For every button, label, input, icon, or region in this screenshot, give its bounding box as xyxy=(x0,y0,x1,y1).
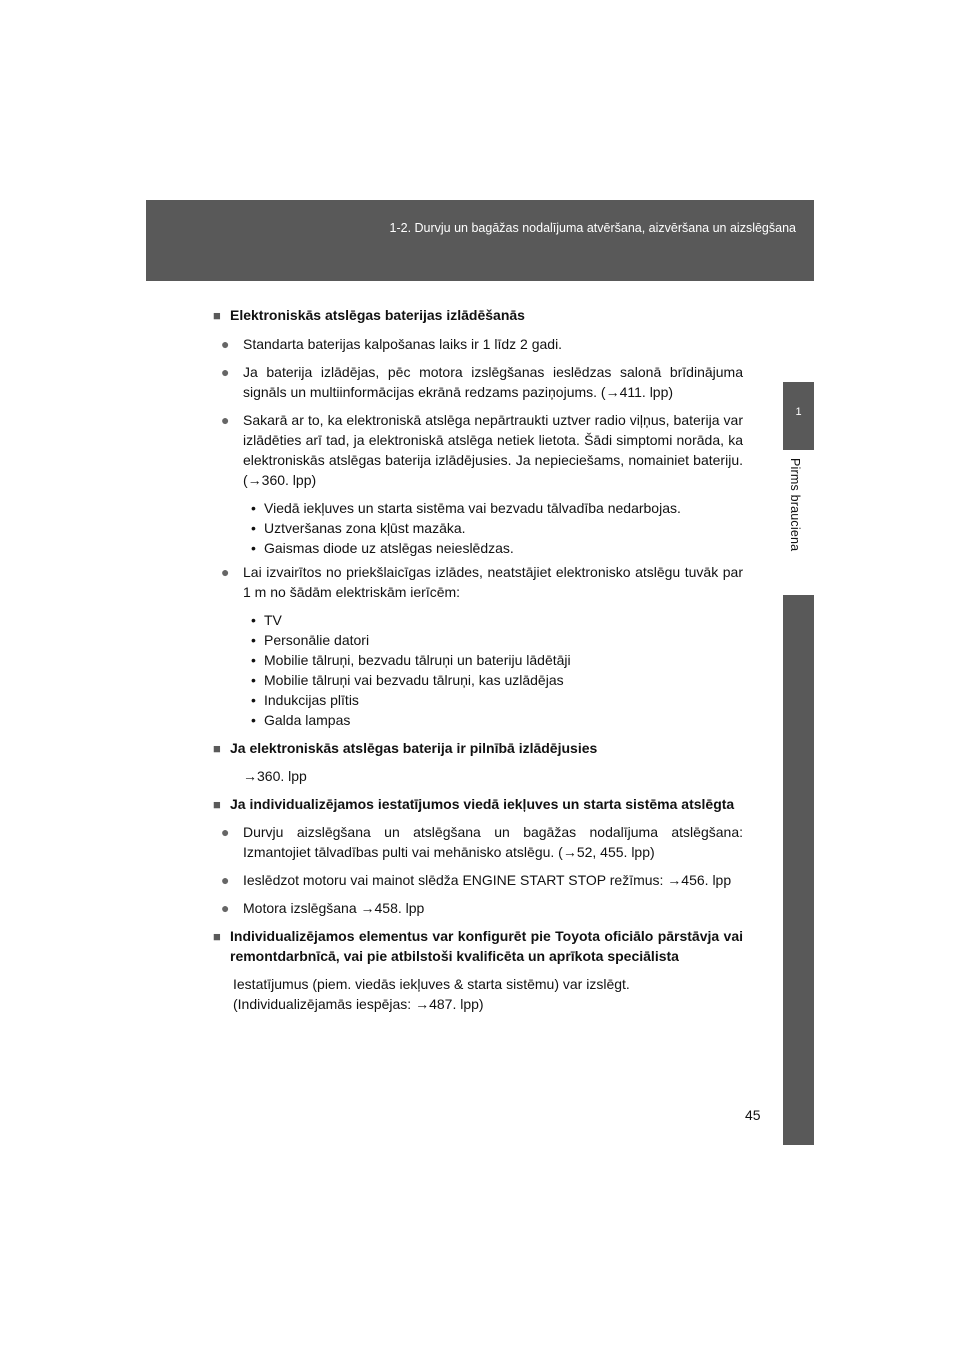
dot-bullet-icon: • xyxy=(251,692,256,708)
bullet-item xyxy=(213,898,743,918)
dot-bullet-icon: • xyxy=(251,500,256,516)
dot-bullet-icon: • xyxy=(251,540,256,556)
sub-list-item xyxy=(213,498,743,518)
sub-item-text: Mobilie tālruņi vai bezvadu tālruņi, kas uzlādējas xyxy=(264,672,564,688)
section-header-title: 1-2. Durvju un bagāžas nodalījuma atvēršana, aizvēršana un aizslēgšana xyxy=(389,221,796,235)
bullet-item xyxy=(213,410,743,490)
chapter-title: Pirms brauciena xyxy=(788,458,802,552)
bullet-item xyxy=(213,870,743,890)
circle-bullet-icon: ● xyxy=(221,824,230,840)
section-title: Individualizējamos elementus var konfigurēt pie Toyota oficiālo pārstāvja vai remontdarbnīcā, vai pie atbilstoši kvalificēta un aprīkota speciālista xyxy=(230,928,743,964)
bullet-item xyxy=(213,362,743,402)
bullet-text: Ja baterija izlādējas, pēc motora izslēgšanas ieslēdzas salonā brīdinājuma signāls un multiinformācijas ekrānā redzams paziņojums. (→411. lpp) xyxy=(243,364,743,400)
circle-bullet-icon: ● xyxy=(221,900,230,916)
sub-list-item xyxy=(213,710,743,730)
dot-bullet-icon: • xyxy=(251,712,256,728)
sub-item-text: Uztveršanas zona kļūst mazāka. xyxy=(264,520,466,536)
dot-bullet-icon: • xyxy=(251,520,256,536)
section-title: Ja individualizējamos iestatījumos viedā iekļuves un starta sistēma atslēgta xyxy=(230,796,735,812)
circle-bullet-icon: ● xyxy=(221,412,230,428)
bullet-text: Sakarā ar to, ka elektroniskā atslēga nepārtraukti uztver radio viļņus, baterija var izlādēties arī tad, ja elektroniskā atslēga netiek lietota. Šādi simptomi norāda, ka elektroniskās atslēgas baterija izlādējusies. Ja nepieciešams, nomainiet bateriju. (→360. lpp) xyxy=(243,412,743,488)
circle-bullet-icon: ● xyxy=(221,564,230,580)
bullet-text: Motora izslēgšana →458. lpp xyxy=(243,900,425,916)
dot-bullet-icon: • xyxy=(251,632,256,648)
bullet-text: Standarta baterijas kalpošanas laiks ir 1 līdz 2 gadi. xyxy=(243,336,563,352)
sub-list-item xyxy=(213,690,743,710)
circle-bullet-icon: ● xyxy=(221,336,230,352)
section-battery-discharge xyxy=(213,305,743,325)
page-content xyxy=(213,305,743,1014)
chapter-tab-bar xyxy=(783,595,814,1145)
section-customization xyxy=(213,926,743,966)
sub-item-text: Viedā iekļuves un starta sistēma vai bezvadu tālvadība nedarbojas. xyxy=(264,500,681,516)
dot-bullet-icon: • xyxy=(251,652,256,668)
circle-bullet-icon: ● xyxy=(221,872,230,888)
sub-item-text: Indukcijas plītis xyxy=(264,692,359,708)
section-header-band xyxy=(146,200,814,281)
bullet-item xyxy=(213,562,743,602)
chapter-tab-number xyxy=(783,382,814,450)
chapter-tab-label xyxy=(783,450,814,595)
dot-bullet-icon: • xyxy=(251,672,256,688)
square-bullet-icon: ■ xyxy=(213,741,221,756)
sub-item-text: Mobilie tālruņi, bezvadu tālruņi un bateriju lādētāji xyxy=(264,652,571,668)
sub-item-text: Galda lampas xyxy=(264,712,351,728)
reference-text: →360. lpp xyxy=(243,768,307,784)
sub-item-text: Personālie datori xyxy=(264,632,370,648)
sub-list-item xyxy=(213,538,743,558)
section-smart-entry-disabled xyxy=(213,794,743,814)
sub-list-item xyxy=(213,670,743,690)
square-bullet-icon: ■ xyxy=(213,308,221,323)
bullet-item xyxy=(213,822,743,862)
sub-list-item xyxy=(213,518,743,538)
section-battery-fully-discharged xyxy=(213,738,743,758)
square-bullet-icon: ■ xyxy=(213,929,221,944)
page-number: 45 xyxy=(745,1107,761,1123)
sub-item-text: Gaismas diode uz atslēgas neieslēdzas. xyxy=(264,540,514,556)
section-title: Elektroniskās atslēgas baterijas izlādēšanās xyxy=(230,307,525,323)
square-bullet-icon: ■ xyxy=(213,797,221,812)
body-text: Iestatījumus (piem. viedās iekļuves & starta sistēmu) var izslēgt. xyxy=(233,976,630,992)
bullet-text: Durvju aizslēgšana un atslēgšana un bagāžas nodalījuma atslēgšana: Izmantojiet tālvadības pulti vai mehānisko atslēgu. (→52, 455. lpp) xyxy=(243,824,743,860)
sub-item-text: TV xyxy=(264,612,282,628)
circle-bullet-icon: ● xyxy=(221,364,230,380)
sub-list-item xyxy=(213,650,743,670)
body-text: (Individualizējamās iespējas: →487. lpp) xyxy=(233,996,484,1012)
sub-list-item xyxy=(213,630,743,650)
dot-bullet-icon: • xyxy=(251,612,256,628)
bullet-item xyxy=(213,334,743,354)
sub-list-item xyxy=(213,610,743,630)
bullet-text: Ieslēdzot motoru vai mainot slēdža ENGINE START STOP režīmus: →456. lpp xyxy=(243,872,732,888)
chapter-number: 1 xyxy=(795,406,802,418)
section-title: Ja elektroniskās atslēgas baterija ir pilnībā izlādējusies xyxy=(230,740,598,756)
bullet-text: Lai izvairītos no priekšlaicīgas izlādes, neatstājiet elektronisko atslēgu tuvāk par 1 m no šādām elektriskām ierīcēm: xyxy=(243,564,743,600)
